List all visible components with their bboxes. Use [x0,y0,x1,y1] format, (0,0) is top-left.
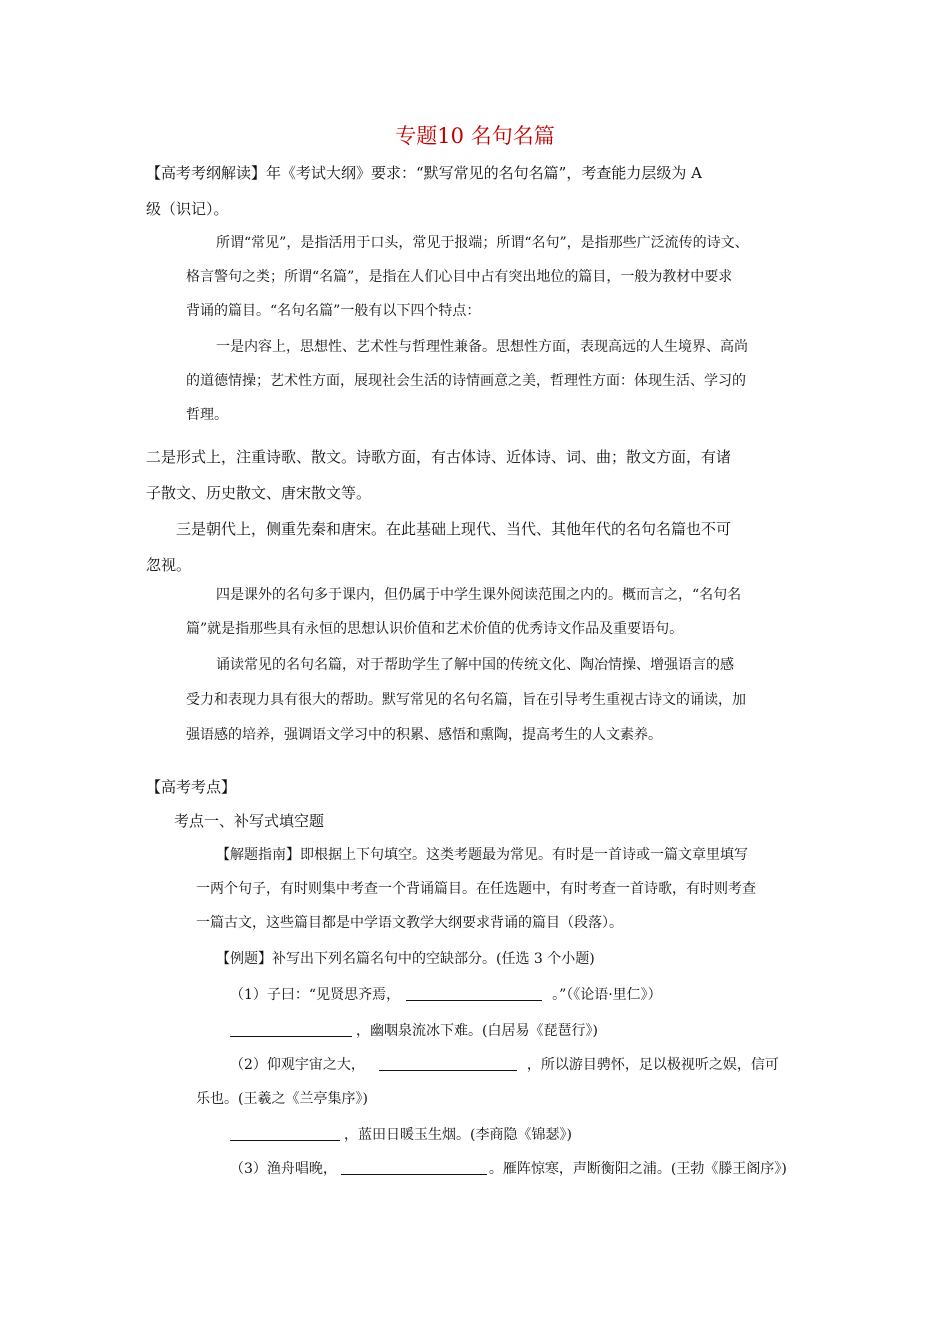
intro-line-1: 【高考考纲解读】年《考试大纲》要求：“默写常见的名句名篇”，考查能力层级为 A [146,164,702,182]
para4-line-2: 忽视。 [146,556,192,574]
page-title: 专题10 名句名篇 [395,124,555,148]
para5-line-1: 四是课外的名句多于课内，但仍属于中学生课外阅读范围之内的。概而言之，“名句名 [216,587,742,603]
question-3-suffix: 。雁阵惊寒，声断衡阳之浦。(王勃《滕王阁序》) [488,1161,787,1177]
question-2c [230,1124,572,1146]
para2-line-2: 的道德情操；艺术性方面，展现社会生活的诗情画意之美，哲理性方面：体现生活、学习的 [186,373,746,389]
question-1a-prefix: （1）子曰：“见贤思齐焉， [230,987,401,1003]
answer-blank-3[interactable] [379,1055,517,1071]
para1-line-1: 所谓“常见”，是指活用于口头，常见于报端；所谓“名句”，是指那些广泛流传的诗文、 [216,235,749,251]
question-3 [230,1158,787,1180]
intro-line-2: 级（识记）。 [146,200,229,218]
question-2c-suffix: ，蓝田日暖玉生烟。(李商隐《锦瑟》) [344,1127,572,1143]
para1-line-3: 背诵的篇目。“名句名篇”一般有以下四个特点： [186,303,481,319]
guide-line-2: 一两个句子，有时则集中考查一个背诵篇目。在任选题中，有时考查一首诗歌，有时则考查 [196,881,756,897]
answer-blank-4[interactable] [230,1125,340,1141]
answer-blank-5[interactable] [341,1159,487,1175]
para3-line-1: 二是形式上，注重诗歌、散文。诗歌方面，有古体诗、近体诗、词、曲；散文方面，有诸 [146,448,732,466]
example-heading: 【例题】补写出下列名篇名句中的空缺部分。(任选 3 个小题) [216,951,595,967]
question-3-prefix: （3）渔舟唱晚， [230,1161,337,1177]
question-1a [230,984,662,1006]
question-2b: 乐也。(王羲之《兰亭集序》) [196,1091,368,1107]
answer-blank-1[interactable] [406,985,542,1001]
kaodian-subheading: 考点一、补写式填空题 [174,812,325,830]
para2-line-3: 哲理。 [186,407,228,423]
para2-line-1: 一是内容上，思想性、艺术性与哲理性兼备。思想性方面，表现高远的人生境界、高尚 [216,339,748,355]
question-1b-suffix: ，幽咽泉流冰下难。(白居易《琵琶行》) [356,1023,598,1039]
para3-line-2: 子散文、历史散文、唐宋散文等。 [146,484,372,502]
para6-line-1: 诵读常见的名句名篇，对于帮助学生了解中国的传统文化、陶冶情操、增强语言的感 [216,657,734,673]
question-2a-prefix: （2）仰观宇宙之大， [230,1057,365,1073]
question-2a-suffix: ，所以游目骋怀，足以极视听之娱，信可 [526,1057,779,1073]
para6-line-3: 强语感的培养，强调语文学习中的积累、感悟和熏陶，提高考生的人文素养。 [186,727,662,743]
question-2a [230,1054,779,1076]
answer-blank-2[interactable] [230,1021,352,1037]
guide-line-3: 一篇古文，这些篇目都是中学语文教学大纲要求背诵的篇目（段落）。 [196,915,623,931]
para6-line-2: 受力和表现力具有很大的帮助。默写常见的名句名篇，旨在引导考生重视古诗文的诵读，加 [186,692,746,708]
para1-line-2: 格言警句之类；所谓“名篇”，是指在人们心目中占有突出地位的篇目，一般为教材中要求 [186,269,733,285]
para4-line-1: 三是朝代上，侧重先秦和唐宋。在此基础上现代、当代、其他年代的名句名篇也不可 [176,520,732,538]
question-1a-suffix: 。”（《论语·里仁》） [552,987,662,1003]
kaodian-heading: 【高考考点】 [146,778,237,796]
question-1b [230,1020,598,1042]
guide-line-1: 【解题指南】即根据上下句填空。这类考题最为常见。有时是一首诗或一篇文章里填写 [216,847,748,863]
para5-line-2: 篇”就是指那些具有永恒的思想认识价值和艺术价值的优秀诗文作品及重要语句。 [186,621,684,637]
